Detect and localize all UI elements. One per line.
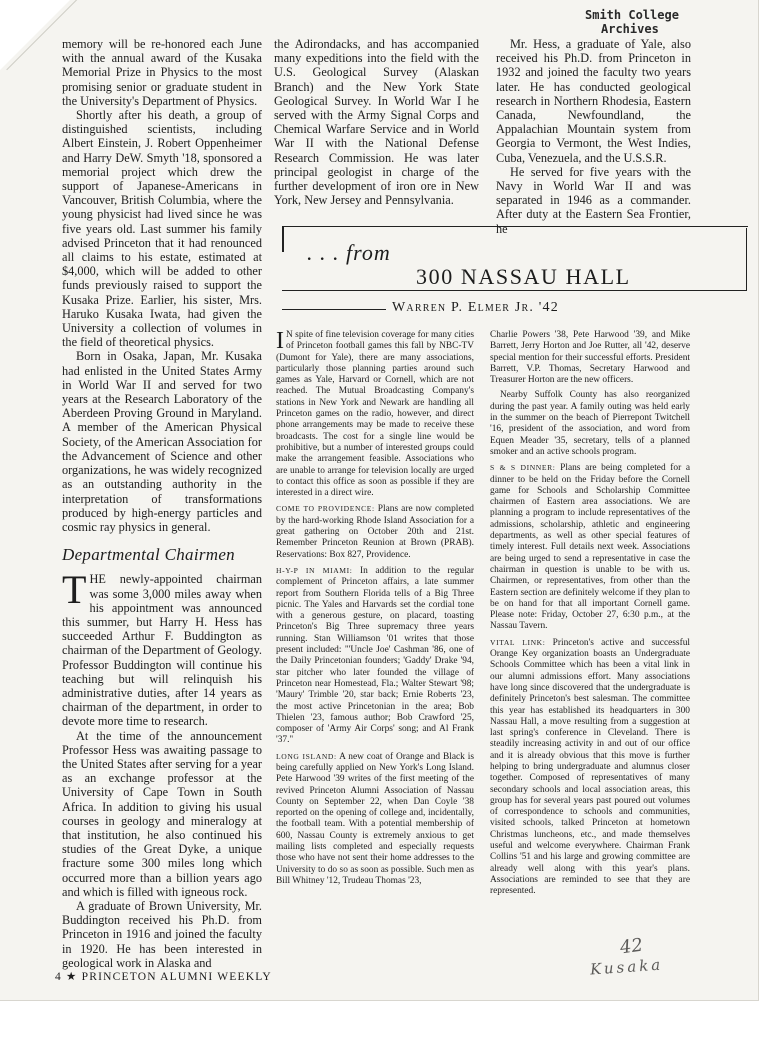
column-alumni-notes-right	[490, 330, 690, 950]
drop-cap: I	[276, 328, 284, 354]
archive-stamp	[585, 8, 705, 36]
item-lead: COME TO PROVIDENCE:	[276, 504, 375, 514]
stamp-line-1: Smith College	[585, 8, 679, 22]
item-lead: S & S DINNER:	[490, 463, 556, 473]
paragraph: VITAL LINK: Princeton's active and successful Orange Key organization boasts an Undergraduate Schools Committee which has been a vital link in our alumni admissions effort. Many associations have long since discovered that the undergraduate is definitely Princeton's best salesman. The committee this year has established its headquarters in 300 Nassau Hall, a move resulting from a suggestion at last spring's conference in Cleveland. There is steadily increasing activity in and out of our office and it is already obvious that this move is further helping to bring undergraduate and alumnus closer together. Composed of representatives of many secondary schools and local association areas, this group has for several years past poured out volumes of correspondence to schools and communities, visited schools, talked Princeton at hometown Christmas luncheons, etc., and made themselves useful and welcome everywhere. Chairman Frank Collins '51 and his large and growing committee are already well along with this year's plans. Associations are reminded to see that they are represented.	[490, 637, 690, 897]
paragraph: At the time of the announcement Professor Hess was awaiting passage to the United States after serving for a year as an exchange professor at the University of Cape Town in South Africa. In addition to giving his usual courses in geology and mineralogy at that institution, he also continued his studies of the Great Dyke, a unique fracture some 300 miles long which occurred more than a billion years ago and which is filled with igneous rock.	[62, 728, 262, 899]
column-kusaka-chairmen	[62, 37, 262, 970]
paragraph: I N spite of fine television coverage for many cities of Princeton football games this fall by NBC-TV (Dumont for Yale), there are many associations, particularly those planning parties around such games as Yale, Harvard or Cornell, which are not reached. The Mutual Broadcasting Company's stations in New York and Newark are handling all Princeton games on the radio, however, and direct phone arrangements may be made to receive these broadcasts. The cost for a single line would be prohibitive, but a number of interested groups could make the arrangement feasible. Associations who are unable to arrange for television locally are urged to contact this office as soon as possible if they are interested in a direct wire.	[276, 328, 474, 499]
drop-cap: T	[62, 567, 87, 613]
byline: Warren P. Elmer Jr. '42	[392, 300, 559, 315]
paragraph: LONG ISLAND: A new coat of Orange and Black is being carefully applied on New York's Long Island. Pete Harwood '39 writes of the first meeting of the revived Princeton Alumni Association of Nassau County on September 22, when Dan Coyle '38 reported on the opening of college and, incidentally, the football team. With a potential membership of 600, Nassau County is extremely anxious to get mailing lists completed and especially requests those who have not sent their home addresses to the University to do so as soon as possible. Such men as Bill Whitney '12, Trudeau Thomas '23,	[276, 751, 474, 886]
paragraph: S & S DINNER: Plans are being completed for a dinner to be held on the Friday before the Cornell game for Schools and Scholarship Committee chairmen of Eastern area associations. We are planning a program to include representatives of the admissions, scholarship, athletic and engineering departments, as well as other special features of timely interest. Full details next week. Associations are being urged to send a representative in case the chairman in question is unable to be with us. Chairmen, or representatives, from other than the Eastern section are definitely welcome if they plan to be on hand for that all important Cornell game. Please note: Friday, October 27, 6:30 p.m., at the Nassau Tavern.	[490, 463, 690, 632]
column-alumni-notes-left	[276, 330, 474, 950]
section-heading: Departmental Chairmen	[62, 545, 235, 565]
page-footer: 4 ★ PRINCETON ALUMNI WEEKLY	[55, 971, 272, 983]
banner-title: 300 NASSAU HALL	[416, 264, 631, 289]
column-banner	[282, 226, 750, 322]
paragraph: He served for five years with the Navy in World War II and was separated in 1946 as a commander. After duty at the Eastern Sea Frontier, he	[496, 164, 691, 236]
paragraph: H-Y-P IN MIAMI: In addition to the regular complement of Princeton affairs, a late summer report from Southern Florida tells of a Big Three picnic. The Yales and Harvards set the cordial tone with a generous gesture, on placard, toasting Princeton's Big Three supremacy three years running. Stan Williamson '01 writes that those present included: "'Uncle Joe' Cashman '86, one of the Daily Princetonian founders; 'Gaddy' Drake '94, star pitcher who later founded the village of Princeton near Homestead, Fla.; Walter Stewart '98; 'Maury' Trimble '20, star back; Ernie Roberts '23, the most active Princetonian in the area; Bob Thielen '23, famous author; Bob Crawford '25, composer of 'Army Air Corps' song; and Al Frank '37."	[276, 565, 474, 746]
stamp-line-2: Archives	[601, 22, 659, 36]
paragraph: COME TO PROVIDENCE: Plans are now completed by the hard-working Rhode Island Association for a great gathering on October 20th and 21st. Remember Princeton Reunion at Brown (PRAB). Reservations: Box 827, Providence.	[276, 504, 474, 560]
paragraph: Shortly after his death, a group of distinguished scientists, including Albert Einstein, J. Robert Oppenheimer and Harry DeW. Smyth '18, sponsored a memorial project which drew the support of Japanese-Americans in Vancouver, British Columbia, where the young physicist had lived since he was five years old. Last summer his family advised Princeton that it had renounced all claims to his estate, estimated at $4,000, which will be added to other funds previously raised to support the Kusaka Prize. Earlier, his sister, Mrs. Haruko Kusaka Iwata, had given the University a collection of volumes in the field of theoretical physics.	[62, 108, 262, 350]
banner-left-rule	[282, 226, 284, 252]
paragraph: the Adirondacks, and has accompanied many expeditions into the field with the U.S. Geological Survey (Alaskan Branch) and the New York State Geological Survey. In World War I he served with the Army Signal Corps and Chemical Warfare Service and in World War II with the National Defense Research Commission. He was later principal geologist in charge of the further development of iron ore in New York, New Jersey and Pennsylvania.	[274, 37, 479, 208]
column-buddington	[274, 37, 479, 209]
paragraph: Nearby Suffolk County has also reorganized during the past year. A family outing was held early in the summer on the beach of Pierrepont Twitchell '16, president of the association, and word from Equen Meader '35, secretary, tells of a planned smoker and an active schools program.	[490, 390, 690, 457]
handwritten-name: Kusaka	[589, 955, 664, 979]
folded-corner	[0, 0, 70, 70]
banner-top-rule	[282, 226, 748, 227]
paragraph: THE newly-appointed chairman was some 3,000 miles away when his appointment was announced this summer, but Harry H. Hess has succeeded Arthur F. Buddington as chairman of the Department of Geology. Professor Buddington will continue his teaching but will relinquish his administrative duties, after 14 years as chairman of the department, in order to devote more time to research.	[62, 567, 262, 729]
item-lead: VITAL LINK:	[490, 637, 546, 647]
column-hess	[496, 37, 691, 236]
handwritten-number: 42	[618, 934, 645, 959]
item-lead: H-Y-P IN MIAMI:	[276, 565, 353, 575]
item-lead: LONG ISLAND:	[276, 751, 337, 761]
paragraph: Charlie Powers '38, Pete Harwood '39, and Mike Barrett, Jerry Horton and Joe Rutter, all '42, deserve special mention for their successful efforts. President Barrett, V.P. Thomas, Secretary Harwood and Treasurer Horton are the new officers.	[490, 330, 690, 386]
paragraph: A graduate of Brown University, Mr. Buddington received his Ph.D. from Princeton in 1916 and joined the faculty in 1920. He has been interested in geological work in Alaska and	[62, 898, 262, 970]
paragraph: memory will be re-honored each June with the annual award of the Kusaka Memorial Prize in Physics to the most promising senior or graduate student in the University's Department of Physics.	[62, 37, 262, 108]
paragraph: Mr. Hess, a graduate of Yale, also received his Ph.D. from Princeton in 1932 and joined the faculty two years later. He has conducted geological research in Northern Rhodesia, Eastern Canada, Newfoundland, the Appalachian Mountain system from Georgia to Vermont, the West Indies, Cuba, Venezuela, and the U.S.S.R.	[496, 37, 691, 165]
paragraph: Born in Osaka, Japan, Mr. Kusaka had enlisted in the United States Army in World War II and served for two years at the Research Laboratory of the Aberdeen Proving Ground in Maryland. A member of the American Physical Society, of the American Association for the Advancement of Science and other organizations, he was widely recognized as an outstanding authority in the interpretation of transformations produced by high-energy particles and cosmic ray physics in general.	[62, 349, 262, 534]
byline-rule	[282, 309, 386, 310]
banner-from: . . . from	[307, 240, 391, 265]
